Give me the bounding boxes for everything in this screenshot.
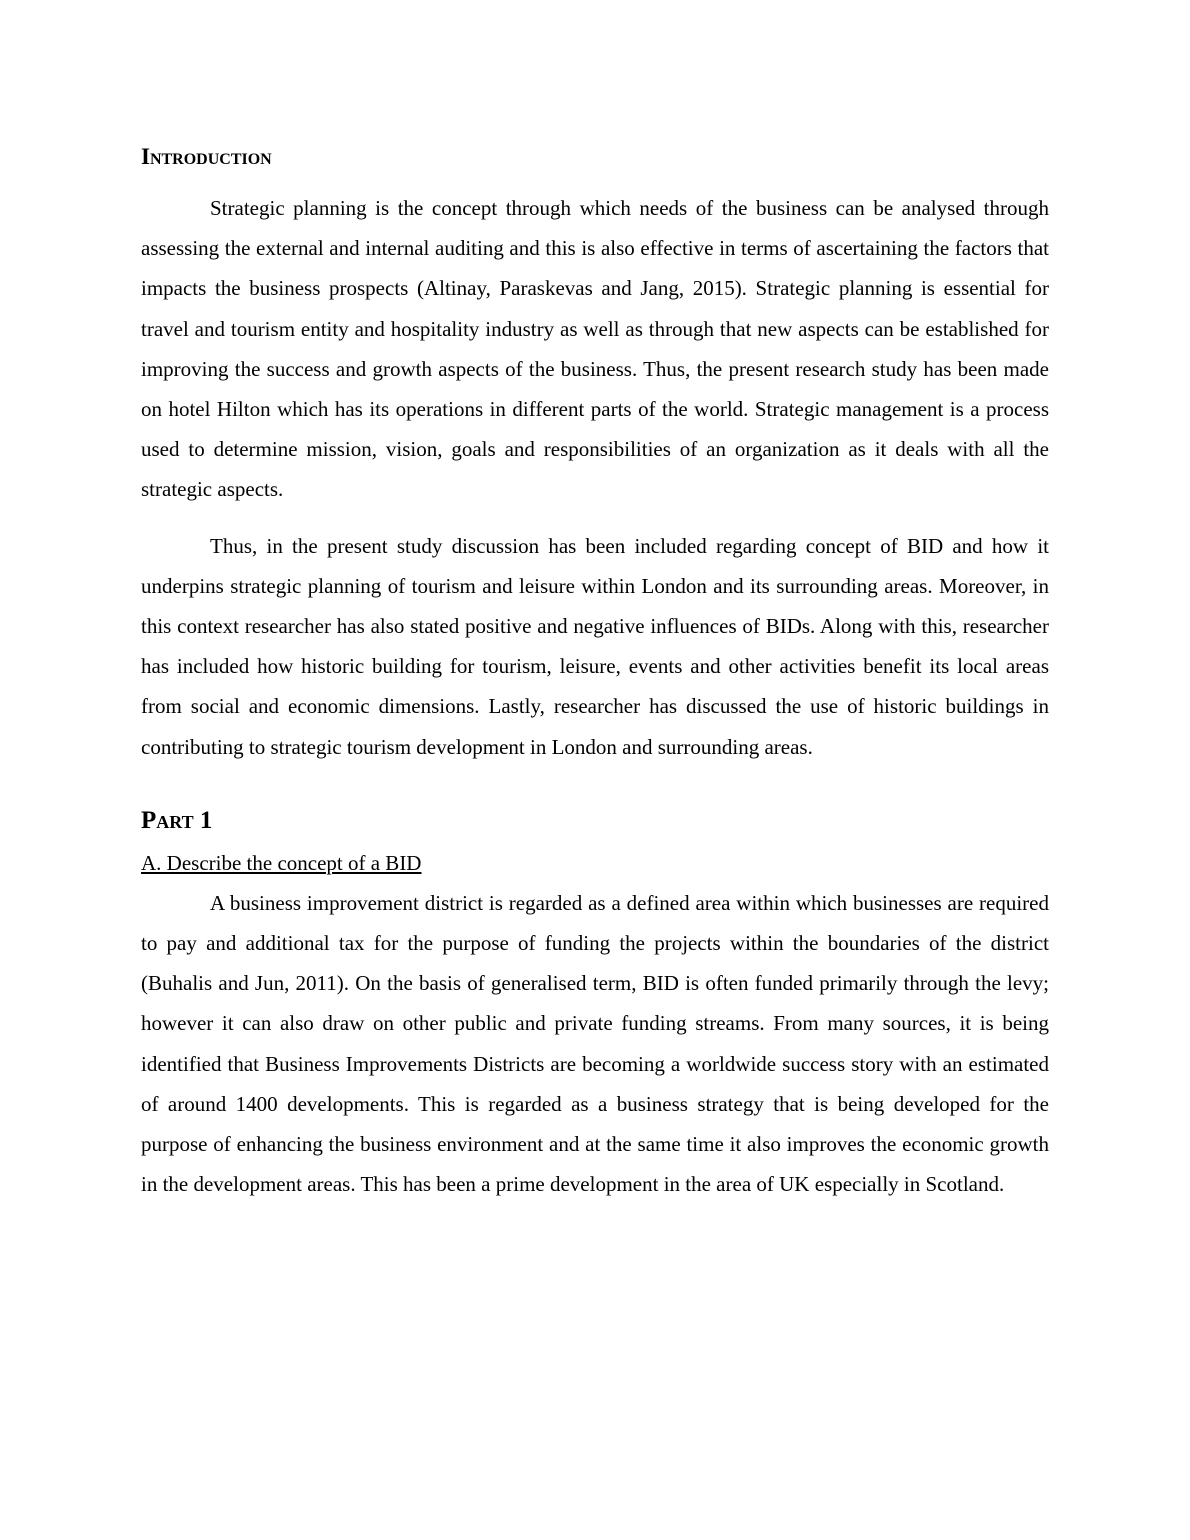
introduction-heading: Introduction: [141, 144, 272, 169]
document-page: [141, 140, 1049, 1204]
introduction-paragraph-1: Strategic planning is the concept through which needs of the business can be analysed through assessing the external and internal auditing and this is also effective in terms of ascertaining the factors that impacts the business prospects (Altinay, Paraskevas and Jang, 2015). Strategic planning is essential for travel and tourism entity and hospitality industry as well as through that new aspects can be established for improving the success and growth aspects of the business. Thus, the present research study has been made on hotel Hilton which has its operations in different parts of the world. Strategic management is a process used to determine mission, vision, goals and responsibilities of an organization as it deals with all the strategic aspects.: [141, 196, 1049, 502]
introduction-paragraph-2: Thus, in the present study discussion has been included regarding concept of BID and how it underpins strategic planning of tourism and leisure within London and its surrounding areas. Moreover, in this context researcher has also stated positive and negative influences of BIDs. Along with this, researcher has included how historic building for tourism, leisure, events and other activities benefit its local areas from social and economic dimensions. Lastly, researcher has discussed the use of historic buildings in contributing to strategic tourism development in London and surrounding areas.: [141, 533, 1049, 759]
part-1-heading: Part 1: [141, 806, 213, 834]
part-1-subheading: A. Describe the concept of a BID: [141, 850, 422, 875]
part-1-paragraph: A business improvement district is regarded as a defined area within which businesses are required to pay and additional tax for the purpose of funding the projects within the boundaries of the district (Buhalis and Jun, 2011). On the basis of generalised term, BID is often funded primarily through the levy; however it can also draw on other public and private funding streams. From many sources, it is being identified that Business Improvements Districts are becoming a worldwide success story with an estimated of around 1400 developments. This is regarded as a business strategy that is being developed for the purpose of enhancing the business environment and at the same time it also improves the economic growth in the development areas. This has been a prime development in the area of UK especially in Scotland.: [141, 890, 1049, 1197]
